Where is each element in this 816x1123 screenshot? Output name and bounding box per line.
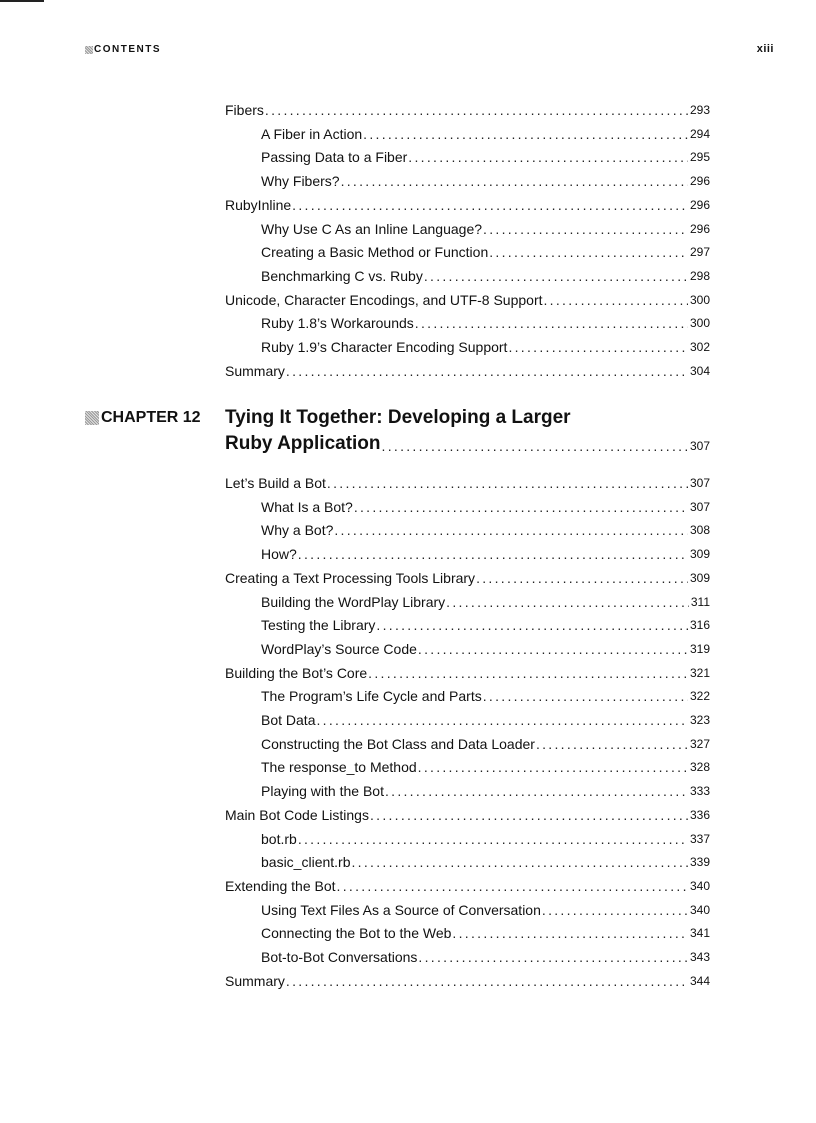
toc-entry-title: A Fiber in Action [261,125,363,142]
toc-entry-title: Why Use C As an Inline Language? [261,220,483,237]
chapter-label-text: CHAPTER 12 [101,409,201,426]
dot-leader [544,291,688,309]
toc-entry-page-number: 309 [689,570,710,585]
dot-leader [483,687,688,705]
toc-entry-title: Passing Data to a Fiber [261,149,408,166]
toc-entry-title: Fibers [225,102,264,118]
toc-entry-page-number: 296 [689,174,710,189]
toc-entry-page-number: 308 [689,523,710,538]
toc-entry-page-number: 298 [689,268,710,283]
toc-entry-title: Testing the Library [261,617,376,634]
toc-entry-title: Building the WordPlay Library [261,593,446,610]
dot-leader [292,196,688,214]
toc-entry-title: Main Bot Code Listings [225,806,369,823]
toc-entry-title: Bot Data [261,712,316,728]
toc-entry[interactable] [261,265,710,285]
dot-leader [354,498,688,516]
dot-leader [298,545,688,563]
toc-entry[interactable] [261,922,710,942]
toc-entry[interactable] [261,170,710,190]
toc-entry[interactable] [261,899,710,919]
toc-entry[interactable] [261,336,710,356]
toc-entry[interactable] [261,146,710,166]
toc-entry-title: Playing with the Bot [261,783,384,800]
toc-entry-page-number: 337 [689,831,710,846]
toc-entry-title: Constructing the Bot Class and Data Loader [261,735,535,752]
dot-leader [483,220,688,238]
toc-entry-page-number: 343 [689,950,710,964]
toc-entry[interactable] [261,851,710,871]
toc-entry-title: Why Fibers? [261,173,340,190]
toc-entry-page-number: 296 [689,197,710,212]
dot-leader [542,901,688,919]
page-number: xiii [756,43,774,55]
toc-entry-page-number: 304 [689,363,710,378]
top-rule [0,0,44,2]
toc-entry-page-number: 307 [689,499,710,514]
toc-entry-title: Bot-to-Bot Conversations [261,949,418,965]
toc-entry-page-number: 319 [689,641,710,656]
hatch-marker-icon [85,46,93,54]
toc-entry[interactable] [225,194,710,214]
dot-leader [370,806,688,824]
toc-entry[interactable] [225,360,710,380]
toc-entry-title: Creating a Text Processing Tools Library [225,569,476,586]
toc-entry-page-number: 336 [689,807,710,822]
dot-leader [286,362,688,380]
dot-leader [298,830,688,848]
toc-entry-title: Extending the Bot [225,877,336,894]
toc-entry[interactable] [225,99,710,119]
dot-leader [286,972,688,990]
toc-entry-title: Summary [225,972,285,989]
dot-leader [536,735,688,753]
toc-entry[interactable] [225,970,710,990]
dot-leader [316,711,687,729]
toc-entry-title: Unicode, Character Encodings, and UTF-8 Support [225,291,543,308]
dot-leader [446,593,689,611]
toc-entry[interactable] [261,709,710,729]
dot-leader [418,758,688,776]
toc-entry-title: Creating a Basic Method or Function [261,244,489,261]
toc-entry-page-number: 321 [689,665,710,680]
chapter-page-number: 307 [689,439,710,453]
dot-leader [418,948,688,966]
toc-entry-page-number: 341 [689,926,710,941]
dot-leader [337,877,688,895]
toc-entry-title: RubyInline [225,196,292,213]
toc-entry[interactable] [261,218,710,238]
toc-entry-title: Ruby 1.9’s Character Encoding Support [261,339,508,355]
dot-leader [265,101,688,119]
chapter-label [85,409,201,427]
running-head-label: CONTENTS [94,44,161,55]
dot-leader [368,664,688,682]
hatch-marker-icon [85,411,99,425]
toc-entry-title: WordPlay’s Source Code [261,640,417,657]
toc-entry[interactable] [225,289,710,309]
toc-entry[interactable] [261,946,710,966]
dot-leader [418,640,688,658]
toc-entry-page-number: 328 [689,760,710,775]
toc-entry-title: The response_to Method [261,759,417,776]
dot-leader [382,437,688,455]
toc-entry-page-number: 300 [689,316,710,331]
running-head [85,44,161,55]
dot-leader [452,924,688,942]
toc-entry[interactable] [261,519,710,539]
chapter-title-line-1: Tying It Together: Developing a Larger [225,407,571,428]
toc-entry[interactable] [261,241,710,261]
dot-leader [385,782,688,800]
toc-entry[interactable] [261,312,710,332]
dot-leader [408,148,688,166]
toc-entry-title: Ruby 1.8’s Workarounds [261,315,414,332]
toc-entry-page-number: 339 [689,855,710,870]
toc-entry-page-number: 294 [689,126,710,141]
toc-entry[interactable] [261,638,710,658]
chapter-title-line-2[interactable] [225,433,710,455]
dot-leader [327,474,688,492]
toc-entry-title: What Is a Bot? [261,498,353,515]
toc-entry-title: How? [261,546,297,563]
toc-entry[interactable] [225,804,710,824]
chapter-title-line-2-text: Ruby Application [225,433,381,454]
toc-entry-title: Let’s Build a Bot [225,475,326,491]
toc-entry[interactable] [261,733,710,753]
dot-leader [476,569,688,587]
dot-leader [334,521,688,539]
toc-entry-page-number: 344 [689,973,710,988]
toc-entry-page-number: 333 [689,784,710,799]
toc-entry-page-number: 297 [689,245,710,260]
toc-entry-title: Why a Bot? [261,522,334,539]
toc-entry[interactable] [261,614,710,634]
dot-leader [415,314,688,332]
toc-entry-page-number: 293 [689,103,710,117]
dot-leader [424,267,688,285]
toc-entry[interactable] [225,472,710,492]
toc-entry-page-number: 327 [689,736,710,751]
dot-leader [352,853,688,871]
toc-entry[interactable] [261,123,710,143]
toc-entry[interactable] [225,567,710,587]
toc-entry[interactable] [261,828,710,848]
toc-entry-page-number: 340 [689,902,710,917]
toc-entry-title: The Program’s Life Cycle and Parts [261,688,482,705]
dot-leader [341,172,688,190]
toc-entry-page-number: 322 [689,689,710,704]
toc-entry-page-number: 307 [689,476,710,490]
toc-entry-page-number: 300 [689,292,710,307]
toc-entry-page-number: 311 [690,594,710,609]
toc-entry[interactable] [261,543,710,563]
toc-entry-page-number: 323 [689,713,710,727]
toc-entry[interactable] [261,685,710,705]
toc-entry-title: Building the Bot’s Core [225,664,368,681]
dot-leader [508,338,688,356]
dot-leader [363,125,688,143]
toc-entry-title: Connecting the Bot to the Web [261,925,452,942]
toc-entry-page-number: 316 [689,618,710,633]
toc-entry-title: basic_client.rb [261,854,351,871]
toc-entry[interactable] [261,591,710,611]
dot-leader [489,243,688,261]
toc-entry-title: bot.rb [261,830,297,847]
dot-leader [376,616,688,634]
toc-entry-title: Benchmarking C vs. Ruby [261,267,423,284]
toc-entry[interactable] [261,780,710,800]
toc-entry[interactable] [225,875,710,895]
toc-entry-page-number: 296 [689,221,710,236]
toc-entry[interactable] [225,662,710,682]
toc-entry[interactable] [261,756,710,776]
toc-entry-page-number: 309 [689,547,710,562]
toc-entry-title: Using Text Files As a Source of Conversation [261,901,541,918]
toc-entry-page-number: 295 [689,150,710,165]
toc-entry-page-number: 340 [689,878,710,893]
toc-entry-title: Summary [225,362,285,379]
toc-entry-page-number: 302 [689,340,710,354]
toc-entry[interactable] [261,496,710,516]
